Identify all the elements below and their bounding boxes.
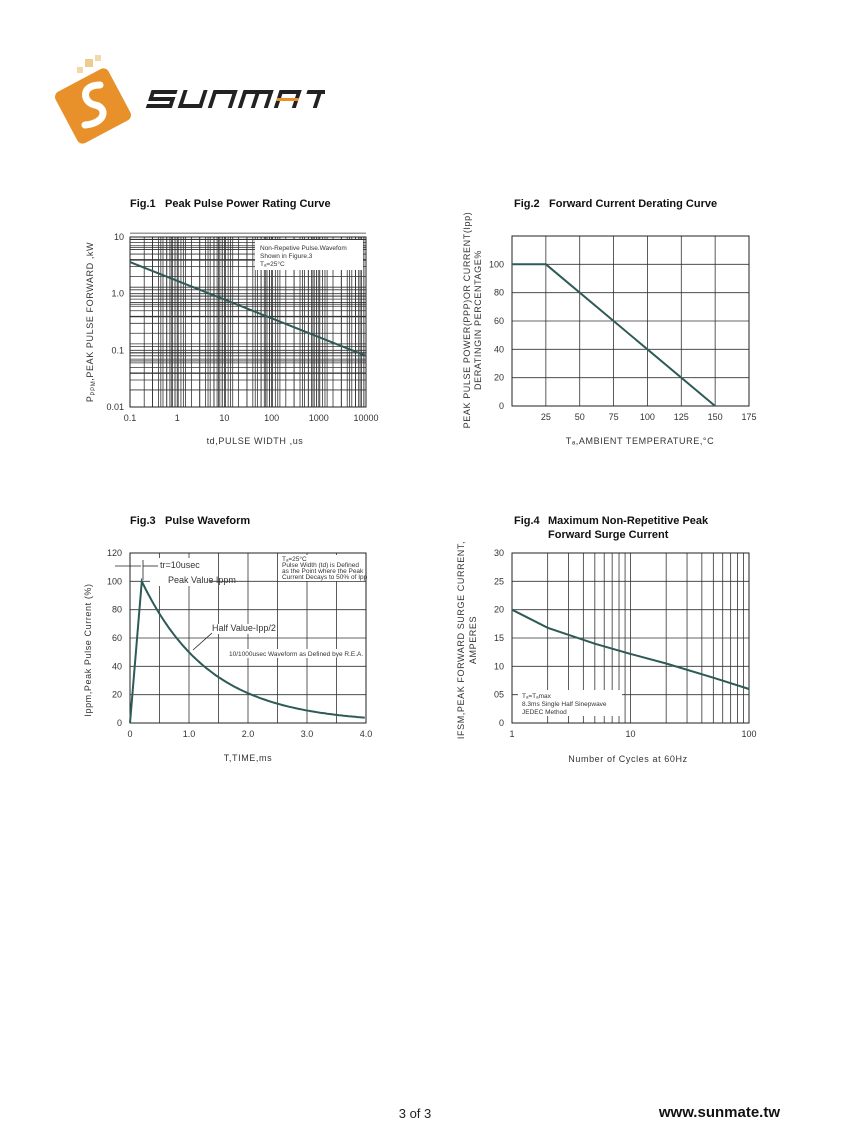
fig4-ytick-label: 25 — [493, 576, 504, 587]
fig3-note-line2: Pulse Width (td) is Defined — [282, 562, 359, 569]
fig1-series-line — [130, 262, 366, 356]
fig4-ylabel-line1: IFSM,PEAK FORWARD SURGE CURRENT, — [456, 540, 466, 740]
fig3-ytick-label: 120 — [106, 548, 122, 558]
fig1-annotation-line1: Non-Repetive Pulse.Wavefom — [260, 245, 347, 252]
fig2-label: Fig.2 — [514, 198, 540, 210]
fig1-xtick-label: 1000 — [308, 413, 329, 423]
fig1-ytick-label: 0.1 — [111, 345, 124, 356]
fig3-note-line4: Current Decays to 50% of Ipp — [282, 574, 368, 581]
fig4-ytick-label: 05 — [493, 689, 504, 700]
fig3-xtick-label: 3.0 — [300, 729, 314, 739]
fig3-wave-label: 10/1000usec Waveform as Defined bye R.E.A. — [229, 651, 364, 658]
fig3-half-pointer — [193, 633, 212, 650]
fig2-gridlines — [512, 236, 749, 406]
fig1-annotation-line2: Shown in Figure.3 — [260, 253, 313, 260]
fig3-ytick-label: 40 — [111, 661, 122, 672]
fig2-xtick-label: 100 — [639, 412, 655, 422]
fig1-xlabel: td,PULSE WIDTH ,us — [206, 436, 304, 446]
fig3-ytick-label: 0 — [116, 718, 122, 728]
fig4-title-line2: Forward Surge Current — [548, 529, 669, 541]
fig4-ytick-label: 10 — [493, 661, 504, 672]
fig3-label: Fig.3 — [130, 515, 156, 527]
fig4-annotation-line2: 8.3ms Single Half Sinepwave — [522, 701, 607, 708]
page-number: 3 of 3 — [398, 1106, 432, 1121]
website-url[interactable]: www.sunmate.tw — [658, 1104, 780, 1121]
fig2-ytick-label: 80 — [493, 287, 504, 298]
fig2-ylabel-line1: PEAK PULSE POWER(PPP)OR CURRENT(Ipp) — [462, 211, 472, 429]
fig1-title: Peak Pulse Power Rating Curve — [165, 198, 331, 210]
fig1-ytick-label: 10 — [113, 232, 124, 242]
fig3-ylabel: Ippm,Peak Pulse Current (%) — [83, 583, 93, 717]
fig2-ticks — [489, 259, 757, 422]
fig2-ytick-label: 40 — [493, 344, 504, 355]
fig4-title-line1: Maximum Non-Repetitive Peak — [548, 515, 709, 527]
fig1-ylabel-sub: PPM — [91, 380, 97, 396]
fig3-xtick-label: 0 — [127, 729, 133, 739]
fig3-tr-label: tr=10usec — [160, 560, 200, 570]
fig2-title: Forward Current Derating Curve — [549, 198, 718, 210]
fig1-xtick-label: 100 — [264, 413, 280, 423]
fig2-xtick-label: 150 — [707, 412, 723, 422]
fig3-xtick-label: 4.0 — [359, 729, 373, 739]
fig1-xtick-label: 1 — [174, 413, 180, 423]
fig2-ytick-label: 0 — [498, 401, 504, 411]
fig4-ylabel-line2: AMPERES — [468, 615, 478, 665]
fig3-xlabel: T,TIME,ms — [223, 753, 273, 763]
fig4-ytick-label: 0 — [498, 718, 504, 728]
fig1-ytick-label: 1.0 — [111, 288, 124, 299]
fig3-xtick-label: 1.0 — [182, 729, 196, 739]
fig3-peak-label: Peak Value Ippm — [168, 575, 236, 585]
fig2-ytick-label: 60 — [493, 316, 504, 326]
fig3-note-line1: Tₐ=25°C — [282, 556, 307, 563]
fig1-ylabel-main: P — [85, 395, 95, 403]
fig4-label: Fig.4 — [514, 515, 540, 527]
fig2-xtick-label: 175 — [741, 412, 757, 422]
fig2-ylabel-line2: DERATINGIN PERCENTAGE% — [473, 250, 483, 390]
fig4-annotation-line3: JEDEC Method — [522, 709, 567, 716]
fig4-ytick-label: 30 — [493, 548, 504, 558]
fig4-xtick-label: 100 — [741, 729, 757, 739]
fig1-xtick-label: 0.1 — [123, 413, 137, 423]
fig4-annotation-line1: Tₐ=Tₐmax — [522, 693, 551, 700]
fig1-xtick-label: 10000 — [353, 413, 379, 423]
fig4-xtick-label: 10 — [625, 729, 636, 739]
fig2-xtick-label: 25 — [540, 412, 551, 422]
fig3-half-label: Half Value-Ipp/2 — [212, 623, 276, 633]
fig4-xtick-label: 1 — [509, 729, 515, 739]
fig2-chart — [462, 198, 757, 446]
fig3-title: Pulse Waveform — [165, 515, 251, 527]
fig3-xtick-label: 2.0 — [241, 729, 255, 739]
fig1-annotation-line3: Tₐ=25°C — [260, 261, 285, 268]
fig1-label: Fig.1 — [130, 198, 156, 210]
fig1-xtick-label: 10 — [219, 413, 230, 423]
fig4-ytick-label: 20 — [493, 604, 504, 615]
fig3-chart — [83, 515, 372, 763]
fig3-ytick-label: 20 — [111, 689, 122, 700]
fig2-xtick-label: 125 — [673, 412, 689, 422]
fig4-xlabel: Number of Cycles at 60Hz — [568, 754, 688, 764]
fig1-ylabel — [85, 242, 97, 402]
fig3-ytick-label: 60 — [111, 633, 122, 643]
fig1-ylabel-rest: ,PEAK PULSE FORWARD ,kW — [85, 241, 95, 381]
fig2-ytick-label: 20 — [493, 372, 504, 383]
fig2-ytick-label: 100 — [488, 259, 504, 270]
fig2-xtick-label: 50 — [574, 412, 585, 422]
fig1-chart — [85, 198, 379, 446]
fig2-xlabel: Tₐ,AMBIENT TEMPERATURE,°C — [565, 436, 715, 446]
fig4-ytick-label: 15 — [493, 633, 504, 643]
fig2-xtick-label: 75 — [608, 412, 619, 422]
fig3-ytick-label: 100 — [106, 576, 122, 587]
fig4-chart — [456, 515, 757, 764]
fig1-ytick-label: 0.01 — [106, 402, 124, 412]
fig3-ytick-label: 80 — [111, 604, 122, 615]
fig3-note-line3: as the Point where the Peak — [282, 568, 364, 575]
